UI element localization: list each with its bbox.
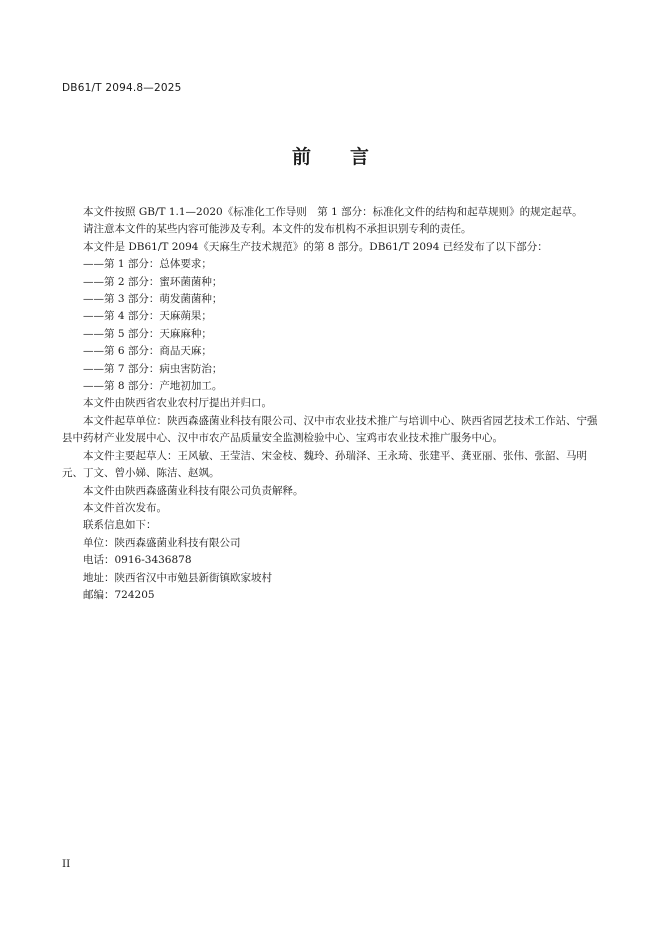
page-title — [0, 142, 662, 169]
list-item: ——第 3 部分：萌发菌菌种； — [83, 293, 223, 306]
paragraph: 联系信息如下： — [83, 519, 157, 532]
paragraph: 本文件主要起草人：王风敏、王莹洁、宋金枝、魏玲、孙瑞泽、王永琦、张建平、龚亚丽、张伟、张韶、马明元、丁文、曾小娣、陈洁、赵飒。 — [62, 449, 587, 480]
paragraph: 本文件首次发布。 — [83, 501, 167, 514]
page-number: II — [62, 858, 71, 870]
list-item: ——第 7 部分：病虫害防治； — [83, 362, 223, 375]
paragraph: 请注意本文件的某些内容可能涉及专利。本文件的发布机构不承担识别专利的责任。 — [83, 223, 472, 236]
paragraph: 本文件按照 GB/T 1.1—2020《标准化工作导则 第 1 部分：标准化文件的结构和起草规则》的规定起草。 — [83, 206, 583, 218]
title-char-right: 言 — [350, 146, 371, 168]
contact-line: 电话：0916-3436878 — [83, 554, 192, 567]
contact-line: 邮编：724205 — [83, 588, 155, 601]
document-code: DB61/T 2094.8—2025 — [62, 82, 182, 94]
list-item: ——第 5 部分：天麻麻种； — [83, 327, 212, 340]
list-item: ——第 6 部分：商品天麻； — [83, 345, 212, 358]
contact-line: 单位：陕西森盛菌业科技有限公司 — [83, 536, 241, 549]
list-item: ——第 4 部分：天麻蒴果； — [83, 310, 212, 323]
title-char-left: 前 — [291, 146, 312, 168]
paragraph: 本文件由陕西森盛菌业科技有限公司负责解释。 — [83, 484, 304, 497]
paragraph: 本文件是 DB61/T 2094《天麻生产技术规范》的第 8 部分。DB61/T 2094 已经发布了以下部分： — [83, 240, 548, 253]
list-item: ——第 2 部分：蜜环菌菌种； — [83, 275, 223, 288]
list-item: ——第 8 部分：产地初加工。 — [83, 380, 223, 393]
paragraph: 本文件起草单位：陕西森盛菌业科技有限公司、汉中市农业技术推广与培训中心、陕西省园艺技术工作站、宁强县中药材产业发展中心、汉中市农产品质量安全监测检验中心、宝鸡市农业技术推广服务中心。 — [62, 414, 598, 445]
contact-line: 地址：陕西省汉中市勉县新街镇欧家坡村 — [83, 571, 272, 584]
list-item: ——第 1 部分：总体要求； — [83, 258, 212, 271]
paragraph: 本文件由陕西省农业农村厅提出并归口。 — [83, 397, 272, 410]
foreword-body — [62, 204, 600, 604]
